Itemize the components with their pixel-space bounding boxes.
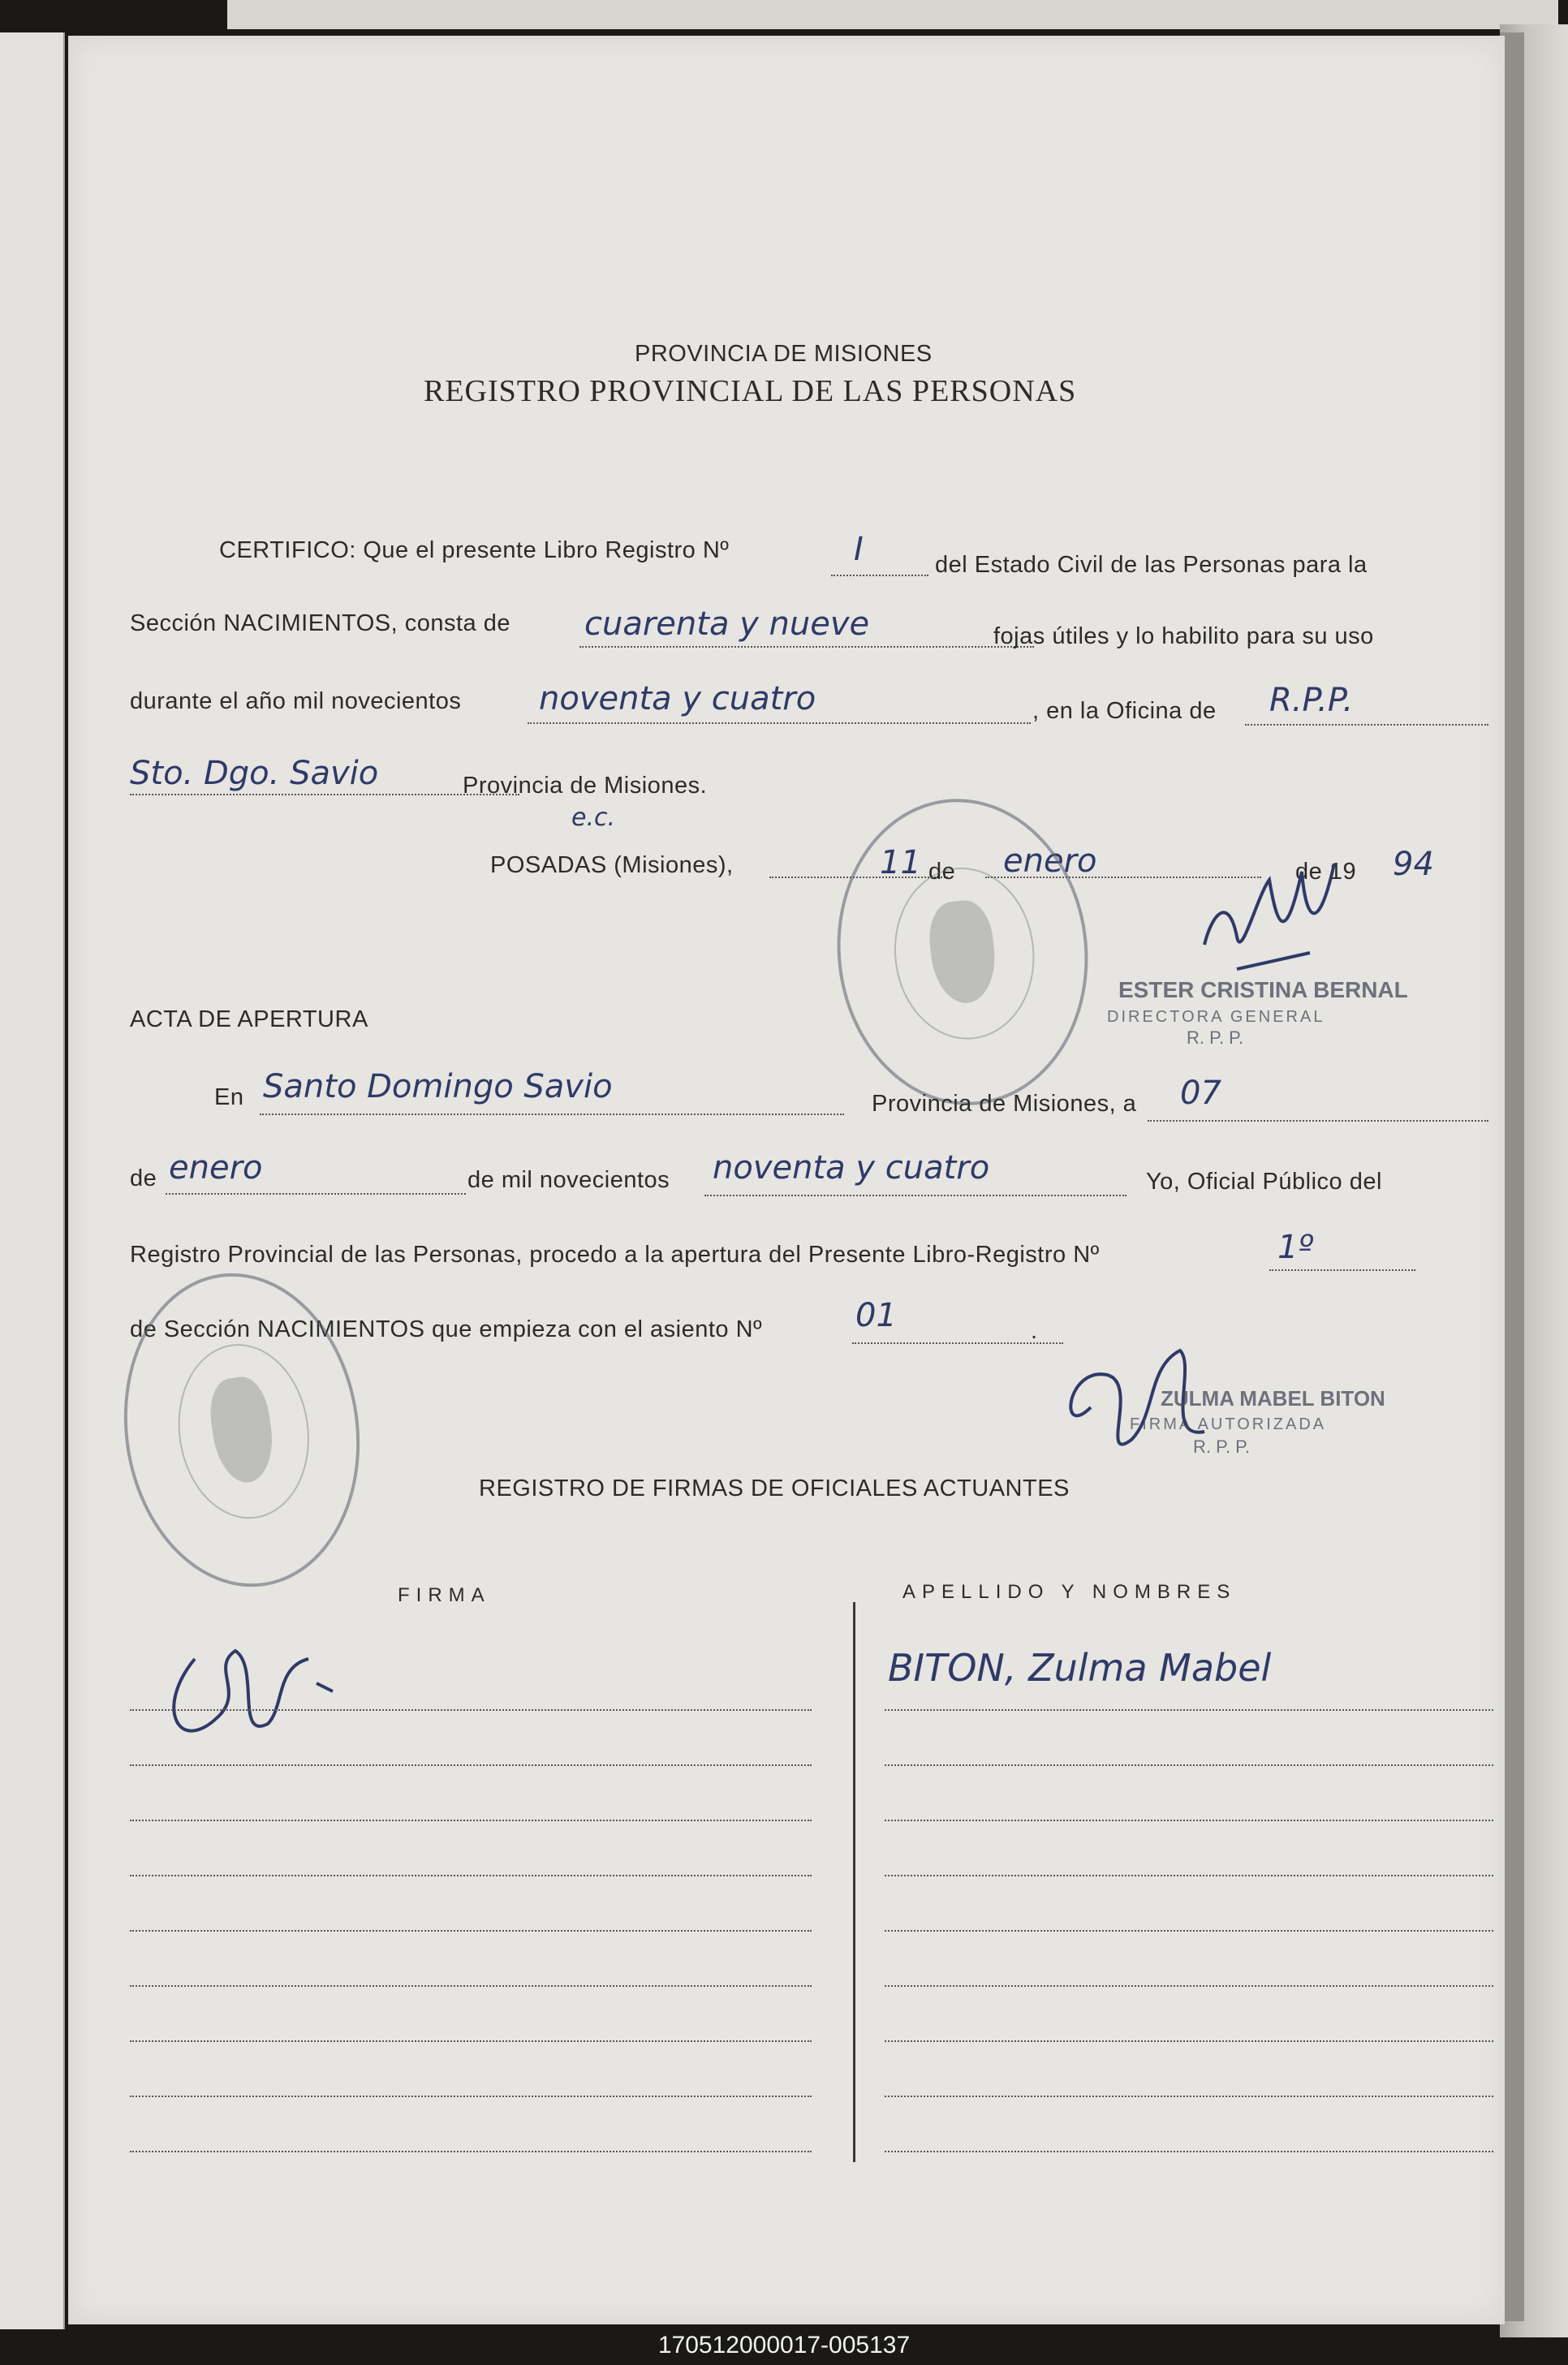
director-name: ESTER CRISTINA BERNAL [1118, 977, 1408, 1002]
cert-de1: de [928, 859, 956, 885]
firma-line-2 [130, 1764, 812, 1766]
book-edge-top [227, 0, 1558, 29]
officer-office: R. P. P. [1193, 1437, 1251, 1457]
cert-line3-start: durante el año mil novecientos [130, 688, 462, 714]
cert-day: 11 [880, 844, 921, 881]
cert-year-digits: 94 [1393, 846, 1434, 883]
header-province: PROVINCIA DE MISIONES [635, 341, 933, 367]
firma-line-1 [130, 1709, 812, 1711]
firma-line-5 [130, 1930, 812, 1932]
opening-province: Provincia de Misiones, a [872, 1091, 1137, 1117]
firma-line-9 [130, 2151, 812, 2152]
cert-book-no: I [854, 531, 864, 568]
cert-place: POSADAS (Misiones), [490, 852, 734, 878]
names-line-1 [885, 1709, 1493, 1711]
firma-line-6 [130, 1985, 812, 1987]
seal-emblem [926, 898, 1000, 1006]
opening-period: . [1031, 1318, 1038, 1344]
opening-de: de [130, 1165, 157, 1191]
left-page-edge [0, 32, 65, 2329]
cert-office-place-line [130, 794, 519, 795]
opening-year-line [704, 1195, 1126, 1196]
officer-title: FIRMA AUTORIZADA [1130, 1415, 1327, 1433]
firma-line-4 [130, 1875, 812, 1876]
opening-month-line [166, 1193, 466, 1195]
names-line-8 [885, 2096, 1493, 2097]
opening-place-line [260, 1114, 844, 1115]
opening-book-line [1269, 1269, 1415, 1271]
cert-month: enero [1003, 842, 1097, 880]
cert-line2-end: fojas útiles y lo habilito para su uso [993, 623, 1374, 649]
document-page [68, 36, 1505, 2324]
opening-place: Santo Domingo Savio [263, 1068, 613, 1105]
director-title: DIRECTORA GENERAL [1107, 1008, 1325, 1026]
cert-book-no-line [831, 575, 928, 576]
opening-year: noventa y cuatro [713, 1149, 990, 1187]
cert-line3-mid: , en la Oficina de [1032, 698, 1217, 724]
header-registry: REGISTRO PROVINCIAL DE LAS PERSONAS [424, 374, 1077, 408]
names-line-2 [885, 1764, 1493, 1766]
cert-year-line [528, 722, 1031, 724]
opening-line3: Registro Provincial de las Personas, procedo a la apertura del Presente Libro-Registro Nº [130, 1242, 1100, 1268]
opening-entry: 01 [855, 1297, 897, 1334]
firma-line-8 [130, 2096, 812, 2097]
opening-day-line [1148, 1120, 1488, 1122]
firma-line-3 [130, 1820, 812, 1821]
opening-line4: de Sección NACIMIENTOS que empieza con el asiento Nº [130, 1316, 763, 1342]
cert-pages: cuarenta y nueve [584, 605, 870, 643]
cert-office-line [1245, 724, 1488, 726]
opening-book: 1º [1277, 1229, 1314, 1266]
opening-month: enero [169, 1149, 263, 1187]
names-line-6 [885, 1985, 1493, 1987]
firma-line-7 [130, 2040, 812, 2042]
names-line-3 [885, 1820, 1493, 1821]
cert-line4-end: Provincia de Misiones. [463, 773, 708, 799]
opening-mil: de mil novecientos [467, 1167, 670, 1193]
names-line-9 [885, 2151, 1493, 2152]
cert-line1-end: del Estado Civil de las Personas para la [935, 552, 1368, 578]
signatures-col-names: APELLIDO Y NOMBRES [902, 1581, 1237, 1603]
names-line-7 [885, 2040, 1493, 2042]
signatures-column-divider [853, 1602, 855, 2162]
opening-title: ACTA DE APERTURA [130, 1006, 368, 1032]
opening-yo: Yo, Oficial Público del [1146, 1169, 1382, 1195]
cert-line1-start: CERTIFICO: Que el presente Libro Registro Nº [219, 537, 730, 563]
opening-en: En [214, 1084, 244, 1110]
director-office: R. P. P. [1187, 1027, 1244, 1048]
cert-office: R.P.P. [1269, 682, 1354, 719]
cert-initials: e.c. [571, 803, 616, 832]
officer-register-signature [146, 1618, 390, 1781]
cert-line2-start: Sección NACIMIENTOS, consta de [130, 610, 510, 636]
seal-emblem-2 [205, 1374, 278, 1486]
signatures-title: REGISTRO DE FIRMAS DE OFICIALES ACTUANTES [479, 1475, 1070, 1501]
officer-seal-stamp [104, 1258, 379, 1602]
cert-pages-line [579, 646, 1034, 648]
opening-day: 07 [1180, 1075, 1221, 1112]
cert-office-place: Sto. Dgo. Savio [130, 755, 379, 792]
cert-year: noventa y cuatro [539, 680, 816, 717]
names-line-5 [885, 1930, 1493, 1932]
registry-seal-stamp [822, 786, 1103, 1118]
document-code: 170512000017-005137 [657, 2332, 911, 2359]
signatures-col-firma: FIRMA [398, 1584, 491, 1606]
officer-name: ZULMA MABEL BITON [1161, 1386, 1385, 1411]
names-line-4 [885, 1875, 1493, 1876]
register-name-1: BITON, Zulma Mabel [888, 1646, 1272, 1690]
cert-de-year: de 19 [1295, 859, 1357, 885]
